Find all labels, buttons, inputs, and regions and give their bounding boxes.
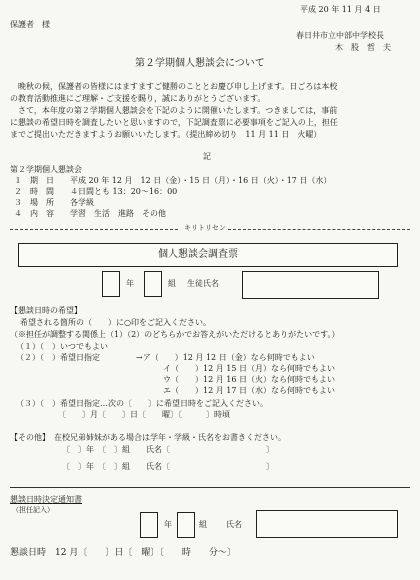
- sender-name: 木 股 哲 夫: [335, 43, 391, 52]
- desired-date-note: （※担任が調整する関係上（1）（2）のどちらかでお答えがいただけるとありがたいです。）: [10, 330, 340, 339]
- date-choice-d[interactable]: エ（ ）12 月 17 日（水）なら何時でもよい: [163, 386, 335, 395]
- option-3[interactable]: （３）（ ）希望日指定…次の〔 〕に希望日時をご記入ください。: [16, 399, 268, 408]
- option-3-date-fields[interactable]: 〔 〕月〔 〕日〔 曜〕〔 〕時頃: [58, 410, 230, 419]
- desired-date-heading: 【懇談日時の希望】: [10, 306, 82, 315]
- notification-title: 懇談日時決定通知書: [10, 495, 82, 504]
- details-heading: 第２学期個人懇談会: [10, 165, 82, 174]
- option-1[interactable]: （１）（ ）いつでもよい: [16, 342, 108, 351]
- detail-content: ４ 内 容 学習 生活 進路 その他: [14, 209, 166, 218]
- ki-heading: 記: [203, 152, 211, 161]
- student-name-label: 生徒氏名: [187, 279, 219, 288]
- notification-grade-box[interactable]: [140, 512, 158, 538]
- student-name-input-box[interactable]: [242, 271, 379, 299]
- detail-place: ３ 場 所 各学級: [14, 198, 94, 207]
- other-heading: 【その他】 在校兄弟姉妹がある場合は学年・学級・氏名をお書きください。: [10, 433, 286, 442]
- desired-date-instruction: 希望される箇所の（ ）に○印をご記入ください。: [20, 318, 211, 327]
- option-2[interactable]: （２）（ ）希望日指定: [16, 353, 100, 362]
- body-line-1: 晩秋の候，保護者の皆様にはますますご健勝のこととお慶び申し上げます。日ごろは本校: [18, 82, 338, 91]
- class-input-box[interactable]: [144, 271, 162, 297]
- body-line-5: までご提出いただきますようお願いいたします。（提出締め切り 11 月 11 日 火曜）: [10, 130, 322, 139]
- survey-title: 個人懇談会調査票: [158, 249, 238, 260]
- notification-name-box[interactable]: [256, 510, 398, 538]
- sender-school: 春日井市立中部中学校長: [296, 31, 384, 40]
- body-line-3: さて，本年度の第２学期個人懇談会を下記のように開催いたします。つきましては，事前: [18, 106, 338, 115]
- notification-name-label: 氏名: [226, 520, 242, 529]
- sibling-row-2[interactable]: 〔 〕年 〔 〕組 氏名〔 〕: [62, 462, 274, 471]
- class-label: 組: [168, 279, 176, 288]
- notification-divider: [10, 487, 410, 488]
- cut-line-right: [228, 229, 410, 230]
- meeting-datetime-field[interactable]: 懇談日時 12 月〔 〕日〔 曜〕〔 時 分～〕: [10, 548, 236, 558]
- body-line-2: の教育活動推進にご理解・ご支援を賜り，誠にありがとうございます。: [10, 94, 266, 103]
- notice-title: 第２学期個人懇談会について: [135, 58, 265, 69]
- notification-class-label: 組: [199, 520, 207, 529]
- date-choice-c[interactable]: ウ（ ）12 月 16 日（火）なら何時でもよい: [163, 375, 335, 384]
- notification-class-box[interactable]: [177, 512, 195, 538]
- date-choice-a[interactable]: →ア（ ）12 月 12 日（金）なら何時でもよい: [136, 353, 315, 362]
- sibling-row-1[interactable]: 〔 〕年 〔 〕組 氏名〔 〕: [62, 445, 274, 454]
- body-line-4: に懇談の希望日時を調査したいと思いますので，下記調査票に必要事項をご記入の上，担任: [10, 118, 338, 127]
- date-choice-b[interactable]: イ（ ）12 月 15 日（月）なら何時でもよい: [163, 364, 335, 373]
- cut-line-left: [10, 229, 178, 230]
- notification-note: （担任記入）: [12, 506, 54, 514]
- cut-line-label: キリトリセン: [184, 224, 226, 232]
- detail-time: ２ 時 間 ４日間とも 13：20～16：00: [14, 187, 178, 196]
- issue-date: 平成 20 年 11 月 4 日: [300, 5, 381, 14]
- notification-grade-label: 年: [164, 520, 172, 529]
- grade-input-box[interactable]: [102, 271, 120, 297]
- addressee: 保護者 様: [10, 20, 50, 29]
- grade-label: 年: [126, 279, 134, 288]
- detail-period: １ 期 日 平成 20 年 12 月 12 日（金）・15 日（月）・16 日（火）・17 日（水）: [14, 176, 332, 185]
